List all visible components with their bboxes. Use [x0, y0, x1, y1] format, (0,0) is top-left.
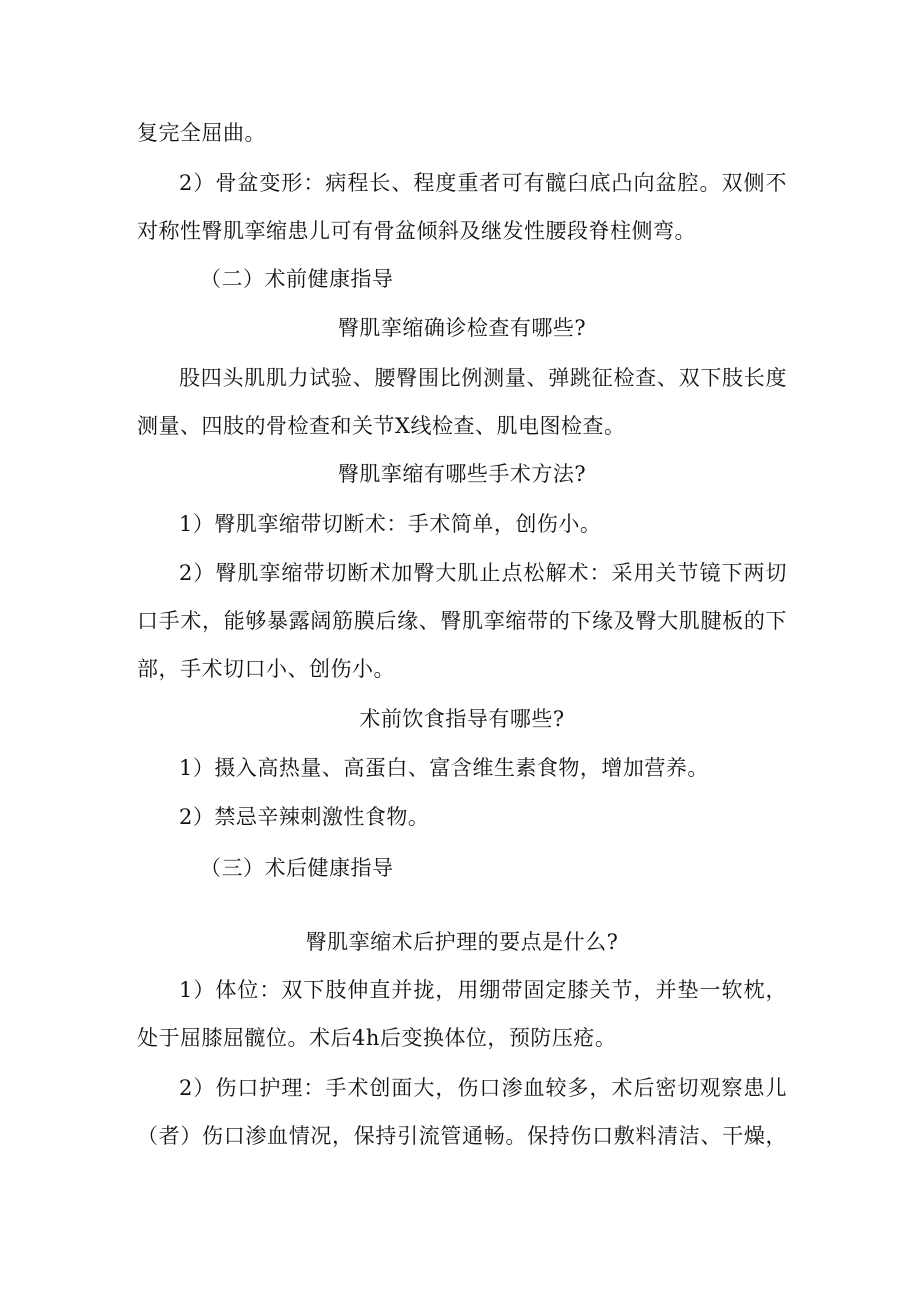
text-line: 2）臀肌挛缩带切断术加臀大肌止点松解术：采用关节镜下两切	[179, 561, 787, 585]
text-line: 部，手术切口小、创伤小。	[137, 657, 395, 681]
text-line: 处于屈膝屈髋位。术后4h后变换体位，预防压疮。	[137, 1026, 617, 1050]
text-line: 口手术，能够暴露阔筋膜后缘、臀肌挛缩带的下缘及臀大肌腱板的下	[137, 609, 787, 633]
text-line: 1）体位：双下肢伸直并拢，用绷带固定膝关节，并垫一软枕，	[179, 978, 787, 1002]
text-line: 2）伤口护理：手术创面大，伤口渗血较多，术后密切观察患儿	[179, 1076, 787, 1100]
text-line: （者）伤口渗血情况，保持引流管通畅。保持伤口敷料清洁、干燥，	[137, 1124, 787, 1148]
text-line: 1）臀肌挛缩带切断术：手术简单，创伤小。	[179, 512, 602, 536]
section-heading: （二）术前健康指导	[200, 267, 394, 291]
text-line: 对称性臀肌挛缩患儿可有骨盆倾斜及继发性腰段脊柱侧弯。	[137, 219, 696, 243]
question-heading: 臀肌挛缩术后护理的要点是什么?	[305, 930, 619, 954]
question-heading: 术前饮食指导有哪些?	[359, 707, 565, 731]
question-heading: 臀肌挛缩有哪些手术方法?	[337, 462, 587, 486]
text-line: 1）摄入高热量、高蛋白、富含维生素食物，增加营养。	[179, 756, 709, 780]
text-line: 2）骨盆变形：病程长、程度重者可有髋臼底凸向盆腔。双侧不	[179, 171, 787, 195]
text-line: 2）禁忌辛辣刺激性食物。	[179, 805, 430, 829]
text-line: 测量、四肢的骨检查和关节X线检查、肌电图检查。	[137, 414, 626, 438]
text-line: 复完全屈曲。	[137, 121, 266, 145]
question-heading: 臀肌挛缩确诊检查有哪些?	[337, 316, 587, 340]
section-heading: （三）术后健康指导	[200, 856, 394, 880]
text-line: 股四头肌肌力试验、腰臀围比例测量、弹跳征检查、双下肢长度	[179, 366, 787, 390]
